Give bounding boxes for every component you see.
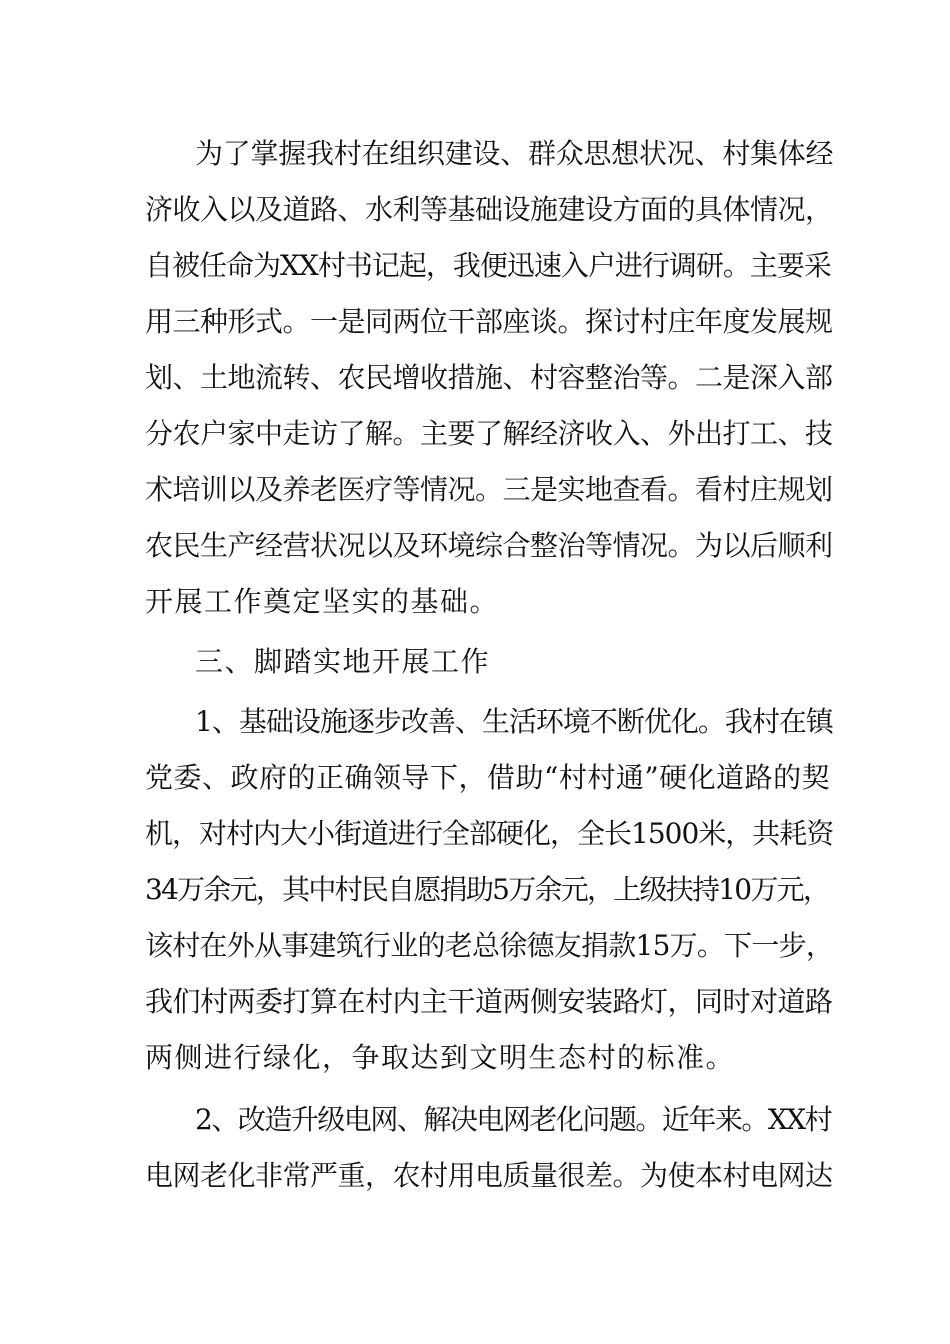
paragraph-line: 济收入以及道路、水利等基础设施建设方面的具体情况， <box>145 193 833 226</box>
paragraph-line: 开展工作奠定坚实的基础。 <box>145 585 500 618</box>
paragraph-line: 2、改造升级电网、解决电网老化问题。近年来。XX村 <box>195 1103 832 1136</box>
paragraph-line: 电网老化非常严重，农村用电质量很差。为使本村电网达 <box>145 1159 833 1192</box>
paragraph-line: 该村在外从事建筑行业的老总徐德友捐款15万。下一步， <box>145 929 834 962</box>
section-heading: 三、脚踏实地开展工作 <box>195 645 491 678</box>
paragraph-line: 机，对村内大小街道进行全部硬化，全长1500米，共耗资 <box>145 817 834 850</box>
paragraph-line: 分农户家中走访了解。主要了解经济收入、外出打工、技 <box>145 417 833 450</box>
paragraph-line: 1、基础设施逐步改善、生活环境不断优化。我村在镇 <box>195 705 833 738</box>
paragraph-line: 党委、政府的正确领导下，借助“村村通”硬化道路的契 <box>145 761 831 794</box>
paragraph-line: 农民生产经营状况以及环境综合整治等情况。为以后顺利 <box>145 529 833 562</box>
paragraph-line: 术培训以及养老医疗等情况。三是实地查看。看村庄规划 <box>145 473 833 506</box>
paragraph-line: 用三种形式。一是同两位干部座谈。探讨村庄年度发展规 <box>145 305 833 338</box>
paragraph-line: 划、土地流转、农民增收措施、村容整治等。二是深入部 <box>145 361 833 394</box>
paragraph-line: 我们村两委打算在村内主干道两侧安装路灯，同时对道路 <box>145 985 833 1018</box>
paragraph-line: 自被任命为XX村书记起，我便迅速入户进行调研。主要采 <box>145 249 831 282</box>
paragraph-line: 34万余元，其中村民自愿捐助5万余元，上级扶持10万元， <box>145 873 830 906</box>
paragraph-line: 为了掌握我村在组织建设、群众思想状况、村集体经 <box>195 137 834 170</box>
paragraph-line: 两侧进行绿化，争取达到文明生态村的标准。 <box>145 1041 736 1074</box>
